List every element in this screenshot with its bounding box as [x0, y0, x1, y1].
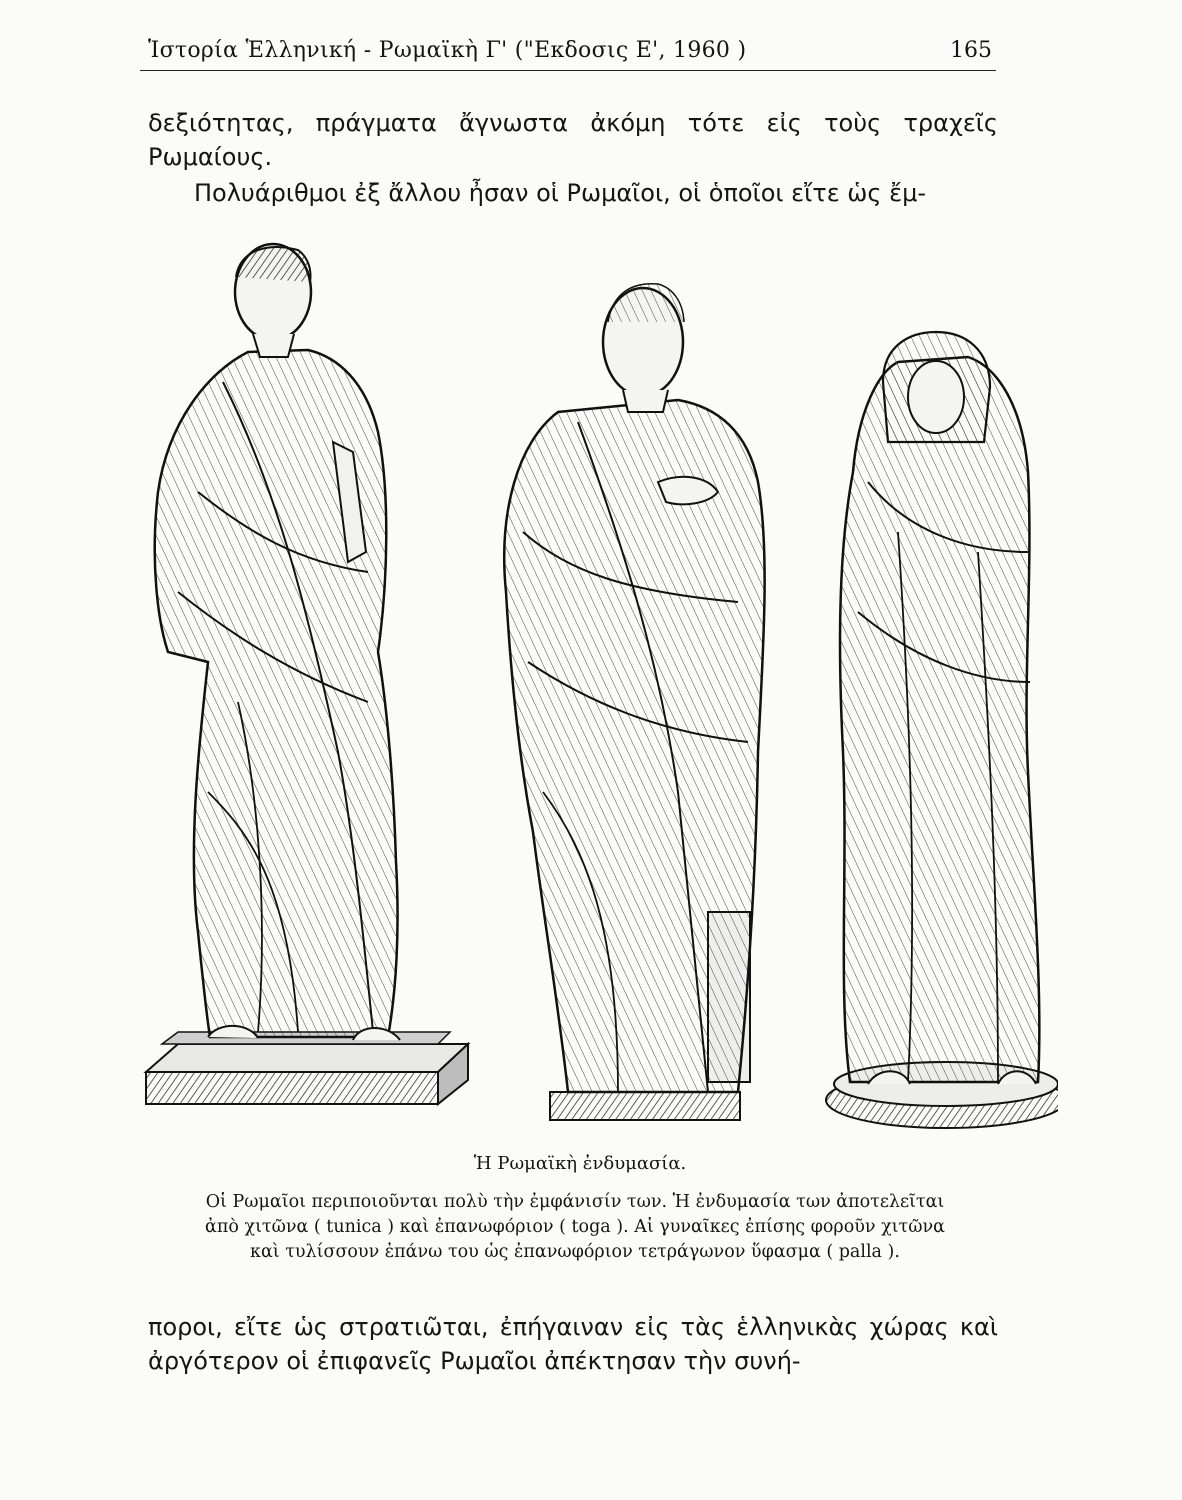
running-header [140, 36, 996, 76]
figure-caption [150, 1190, 1000, 1265]
paragraph-new: Πολυάριθμοι ἐξ ἄλλου ἦσαν οἱ Ρωμαῖοι, οἱ ὁποῖοι εἴτε ὡς ἔμ- [194, 179, 927, 207]
caption-line: ἀπὸ χιτῶνα ( tunica ) καὶ ἐπανωφόριον ( toga ). Αἱ γυναῖκες ἐπίσης φοροῦν χιτῶνα [205, 1217, 945, 1237]
statue-orator [504, 284, 764, 1120]
roman-dress-illustration [138, 232, 1058, 1132]
paragraph-continued: δεξιότητας, πράγματα ἄγνωστα ἀκόμη τότε εἰς τοὺς τραχεῖς Ρωμαίους. [148, 109, 998, 171]
statue-woman-palla [826, 332, 1058, 1128]
paragraph-continued-bottom: ποροι, εἴτε ὡς στρατιῶται, ἐπήγαιναν εἰς τὰς ἑλληνικὰς χώρας καὶ ἀργότερον οἱ ἐπιφανεῖς Ρωμαῖοι ἀπέκτησαν τὴν συνή- [148, 1313, 998, 1375]
caption-line: καὶ τυλίσσουν ἐπάνω του ὡς ἐπανωφόριον τετράγωνον ὕφασμα ( palla ). [250, 1242, 900, 1262]
figure-caption-title: Ἡ Ρωμαϊκὴ ἐνδυμασία. [473, 1153, 687, 1174]
running-title: Ἱστορία Ἑλληνική - Ρωμαϊκὴ Γ' ("Εκδοσις Ε', 1960 ) [148, 38, 747, 63]
statue-augustus [146, 244, 468, 1104]
header-rule [140, 70, 996, 71]
page-number: 165 [950, 38, 992, 63]
caption-line: Οἱ Ρωμαῖοι περιποιοῦνται πολὺ τὴν ἐμφάνισίν των. Ἡ ἐνδυμασία των ἀποτελεῖται [205, 1192, 945, 1212]
